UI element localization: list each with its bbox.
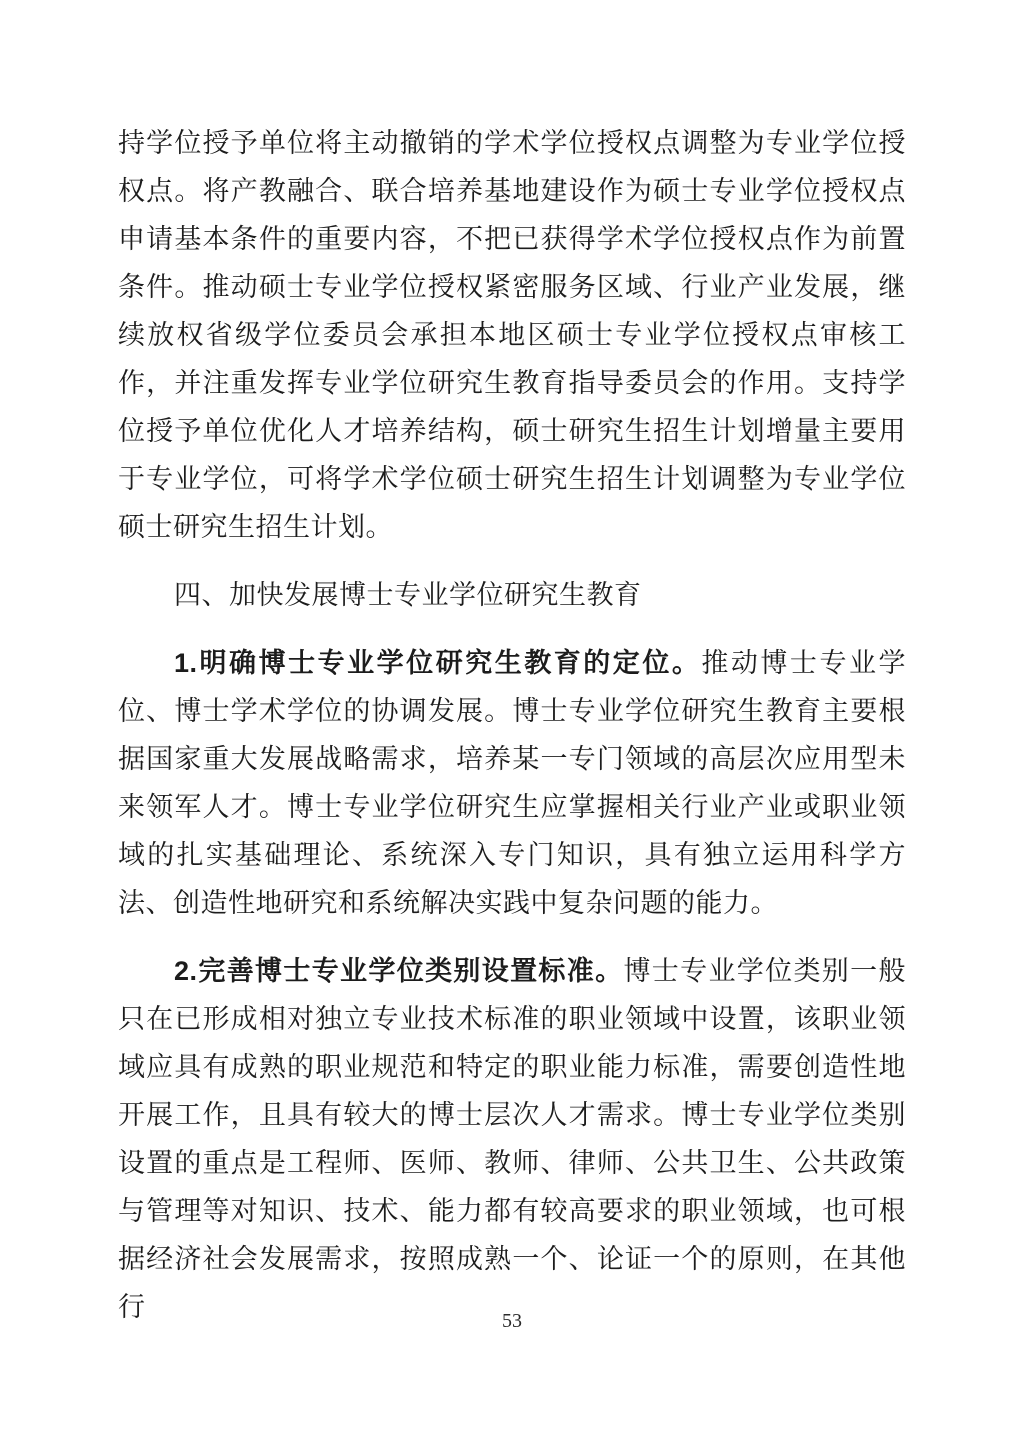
point-1-lead: 1.明确博士专业学位研究生教育的定位。 bbox=[174, 648, 702, 678]
section-heading: 四、加快发展博士专业学位研究生教育 bbox=[174, 580, 642, 610]
point-1-paragraph bbox=[118, 639, 906, 927]
page-number: 53 bbox=[502, 1310, 522, 1332]
point-2-paragraph bbox=[118, 947, 906, 1331]
point-2-body: 博士专业学位类别一般只在已形成相对独立专业技术标准的职业领域中设置，该职业领域应具有成熟的职业规范和特定的职业能力标准，需要创造性地开展工作，且具有较大的博士层次人才需求。博士专业学位类别设置的重点是工程师、医师、教师、律师、公共卫生、公共政策与管理等对知识、技术、能力都有较高要求的职业领域，也可根据经济社会发展需求，按照成熟一个、论证一个的原则，在其他行 bbox=[118, 956, 906, 1322]
continuation-paragraph: 持学位授予单位将主动撤销的学术学位授权点调整为专业学位授权点。将产教融合、联合培养基地建设作为硕士专业学位授权点申请基本条件的重要内容，不把已获得学术学位授权点作为前置条件。推动硕士专业学位授权紧密服务区域、行业产业发展，继续放权省级学位委员会承担本地区硕士专业学位授权点审核工作，并注重发挥专业学位研究生教育指导委员会的作用。支持学位授予单位优化人才培养结构，硕士研究生招生计划增量主要用于专业学位，可将学术学位硕士研究生招生计划调整为专业学位硕士研究生招生计划。 bbox=[118, 128, 906, 542]
point-2-lead: 2.完善博士专业学位类别设置标准。 bbox=[174, 956, 624, 986]
point-1-body: 推动博士专业学位、博士学术学位的协调发展。博士专业学位研究生教育主要根据国家重大发展战略需求，培养某一专门领域的高层次应用型未来领军人才。博士专业学位研究生应掌握相关行业产业或职业领域的扎实基础理论、系统深入专门知识，具有独立运用科学方法、创造性地研究和系统解决实践中复杂问题的能力。 bbox=[118, 648, 906, 918]
text-block bbox=[118, 119, 906, 1331]
